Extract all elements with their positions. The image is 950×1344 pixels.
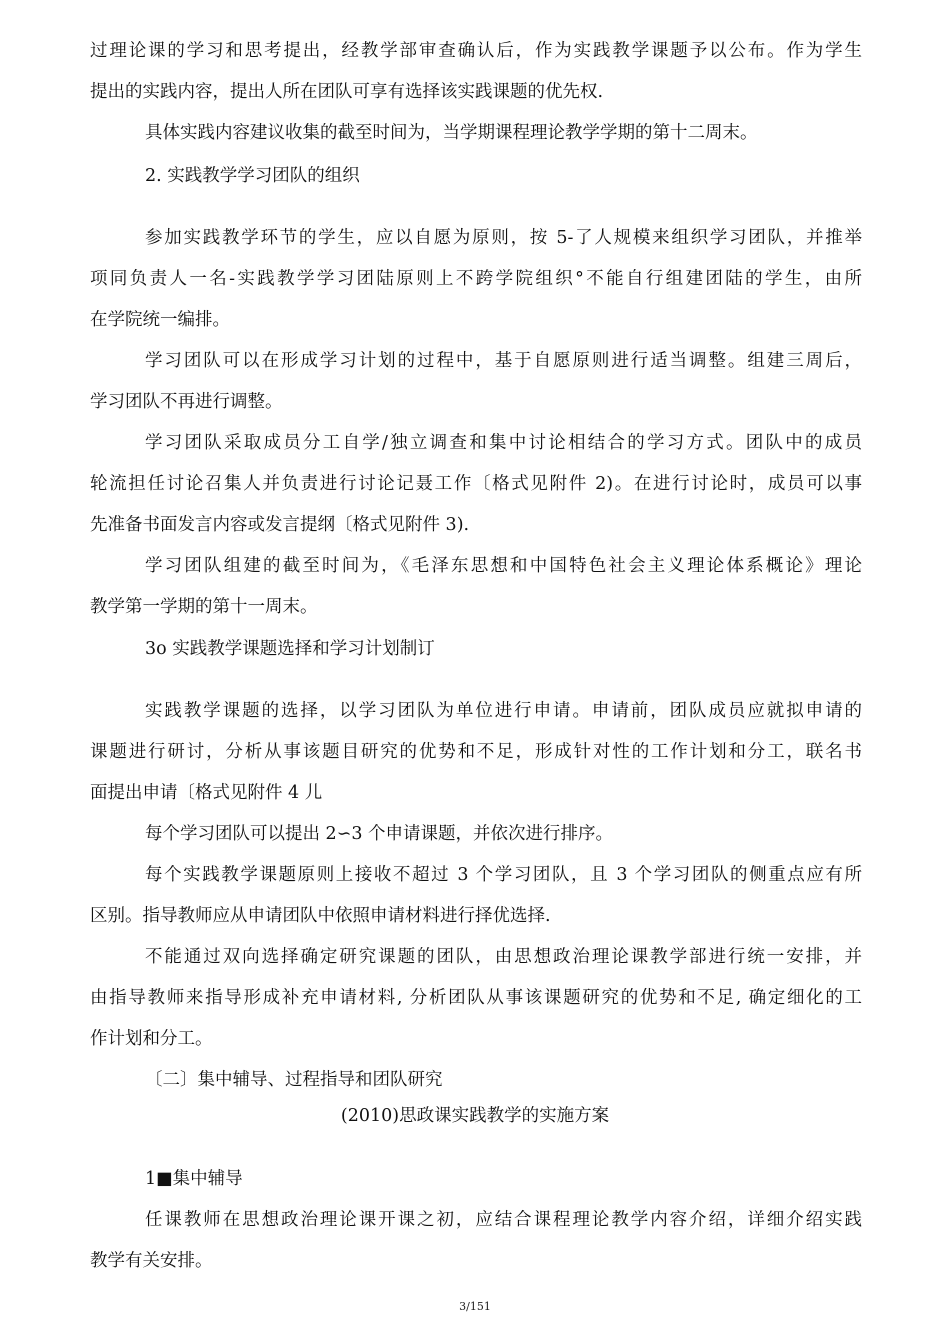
section-heading: 1■集中辅导 xyxy=(145,1169,243,1189)
body-line: 教学有关安排。 xyxy=(90,1251,213,1271)
body-line: 每个学习团队可以提出 2∽3 个申请课题，并依次进行排序。 xyxy=(145,824,614,844)
body-line: 面提出申请〔格式见附件 4 儿 xyxy=(90,783,323,803)
body-line: 提出的实践内容，提出人所在团队可享有选择该实践课题的优先权. xyxy=(90,82,604,102)
body-line: 不能通过双向选择确定研究课题的团队，由思想政治理论课教学部进行统一安排，并 xyxy=(145,947,862,967)
body-line: 学习团队组建的截至时间为，《毛泽东思想和中国特色社会主义理论体系概论》理论 xyxy=(145,556,862,576)
body-line: 每个实践教学课题原则上接收不超过 3 个学习团队，且 3 个学习团队的侧重点应有所 xyxy=(145,865,862,885)
body-line: 学习团队可以在形成学习计划的过程中，基于自愿原则进行适当调整。组建三周后， xyxy=(145,351,862,371)
body-line: 项同负责人一名-实践教学学习团陆原则上不跨学院组织°不能自行组建团陆的学生，由所 xyxy=(90,269,862,289)
section-heading: 3o 实践教学课题选择和学习计划制订 xyxy=(145,639,435,659)
body-line: 学习团队采取成员分工自学/独立调查和集中讨论相结合的学习方式。团队中的成员 xyxy=(145,433,862,453)
body-line: 参加实践教学环节的学生，应以自愿为原则，按 5-了人规模来组织学习团队，并推举 xyxy=(145,228,862,248)
body-line: 由指导教师来指导形成补充申请材料, 分析团队从事该课题研究的优势和不足, 确定细化的工 xyxy=(90,988,862,1008)
body-line: 先准备书面发言内容或发言提纲〔格式见附件 3). xyxy=(90,515,470,535)
body-line: 课题进行研讨，分析从事该题目研究的优势和不足，形成针对性的工作计划和分工，联名书 xyxy=(90,742,862,762)
body-line: 具体实践内容建议收集的截至时间为，当学期课程理论教学学期的第十二周末。 xyxy=(145,123,758,143)
body-line: 区别。指导教师应从申请团队中依照申请材料进行择优选择. xyxy=(90,906,551,926)
body-line: 任课教师在思想政治理论课开课之初，应结合课程理论教学内容介绍，详细介绍实践 xyxy=(145,1210,862,1230)
body-line: 学习团队不再进行调整。 xyxy=(90,392,283,412)
body-line: 作计划和分工。 xyxy=(90,1029,213,1049)
body-line: 轮流担任讨论召集人并负责进行讨论记聂工作〔格式见附件 2)。在进行讨论时，成员可以事 xyxy=(90,474,862,494)
page-number: 3/151 xyxy=(459,1300,491,1313)
body-line: 过理论课的学习和思考提出，经教学部审查确认后，作为实践教学课题予以公布。作为学生 xyxy=(90,41,862,61)
section-heading: 2. 实践教学学习团队的组织 xyxy=(145,166,360,186)
body-line: 实践教学课题的选择，以学习团队为单位进行申请。申请前，团队成员应就拟申请的 xyxy=(145,701,862,721)
section-heading: 〔二〕集中辅导、过程指导和团队研究 xyxy=(145,1070,443,1090)
body-line: 在学院统一编排。 xyxy=(90,310,230,330)
body-line: 教学第一学期的第十一周末。 xyxy=(90,597,318,617)
running-title: (2010)思政课实践教学的实施方案 xyxy=(340,1106,610,1126)
